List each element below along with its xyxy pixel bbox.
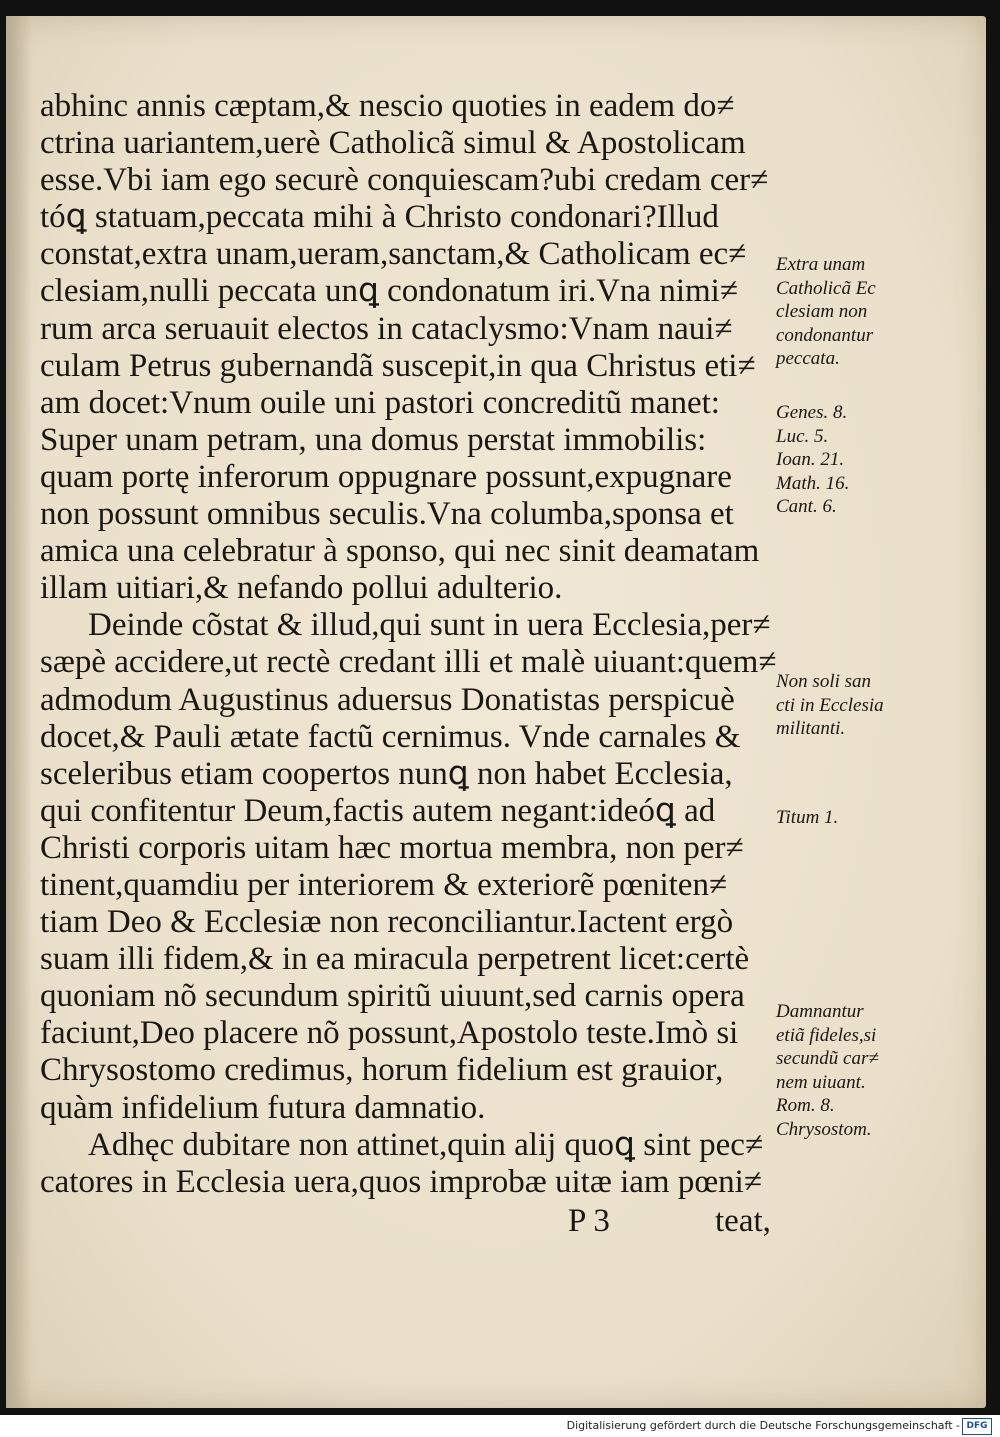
margin-note-line: Cant. 6. [776,496,837,518]
margin-note-line: etiã fideles,si [776,1024,877,1046]
text-line: quoniam nõ secundum spiritũ uiuunt,sed carnis opera [40,978,745,1015]
margin-note-line: clesiam non [776,301,868,323]
text-line: clesiam,nulli peccata unꝗ condonatum iri.Vna nimi≠ [40,273,738,310]
margin-note-line: militanti. [776,718,846,740]
paragraph-start-line: Deinde cõstat & illud,qui sunt in uera Ecclesia,per≠ [88,607,771,644]
text-line: catores in Ecclesia uera,quos improbæ uitæ iam pœni≠ [40,1163,762,1200]
margin-note-line: condonantur [776,324,874,346]
margin-note-line: cti in Ecclesia [776,694,884,716]
margin-note-non-soli [776,670,976,741]
text-line: abhinc annis cæptam,& nescio quoties in eadem do≠ [40,88,735,124]
margin-note-extra-unam [776,253,976,371]
margin-note-line: Catholicã Ec [776,277,876,299]
text-line: tóꝗ statuam,peccata mihi à Christo condonari?Illud [40,199,719,236]
dfg-logo[interactable]: DFG [962,1418,992,1435]
margin-note-line: nem uiuant. [776,1071,866,1093]
signature-mark: P 3 [568,1203,610,1239]
margin-note-line: Extra unam [776,254,866,275]
margin-note-line: Titum 1. [776,807,839,828]
margin-note-line: Rom. 8. [776,1095,835,1117]
margin-note-line: Ioan. 21. [776,449,845,471]
main-text-block [40,88,780,1201]
text-line: docet,& Pauli ætate factũ cernimus. Vnde carnales & [40,718,741,755]
text-line: suam illi fidem,& in ea miracula perpetrent licet:certè [40,941,750,978]
text-line: faciunt,Deo placere nõ possunt,Apostolo teste.Imò si [40,1015,739,1052]
text-line: tinent,quamdiu per interiorem & exteriorẽ pœniten≠ [40,866,728,903]
text-line: sceleribus etiam coopertos nunꝗ non habet Ecclesia, [40,755,733,792]
text-line: culam Petrus gubernandã suscepit,in qua Christus eti≠ [40,347,756,384]
page-gutter-shadow [6,16,32,1408]
text-line: Christi corporis uitam hæc mortua membra, non per≠ [40,829,744,866]
margin-note-line: Math. 16. [776,472,850,494]
text-line: Chrysostomo credimus, horum fidelium est grauior, [40,1052,724,1089]
margin-note-line: Damnantur [776,1001,864,1022]
margin-note-line: Luc. 5. [776,425,829,447]
paragraph-start-line: Adhęc dubitare non attinet,quin alij quoꝗ sint pec≠ [88,1126,764,1163]
margin-note-line: Non soli san [776,671,872,692]
margin-note-damnantur [776,1000,976,1142]
margin-note-line: secundũ car≠ [776,1048,879,1070]
text-line: tiam Deo & Ecclesiæ non reconciliantur.Iactent ergò [40,904,734,941]
text-line: non possunt omnibus seculis.Vna columba,sponsa et [40,496,734,533]
funding-credit: Digitalisierung gefördert durch die Deutsche Forschungsgemeinschaft - [566,1419,960,1432]
text-line: esse.Vbi iam ego securè conquiescam?ubi credam cer≠ [40,162,769,199]
margin-note-line: Genes. 8. [776,402,848,423]
margin-note-line: Chrysostom. [776,1118,872,1140]
margin-note-line: peccata. [776,348,840,370]
text-line: Super unam petram, una domus perstat immobilis: [40,421,707,458]
text-line: quàm infidelium futura damnatio. [40,1089,486,1126]
text-line: constat,extra unam,ueram,sanctam,& Catholicam ec≠ [40,236,747,273]
text-line: rum arca seruauit electos in cataclysmo:Vnam naui≠ [40,310,733,347]
margin-note-scripture-refs [776,401,976,519]
text-line: illam uitiari,& nefando pollui adulterio. [40,570,563,607]
text-line: quam portę inferorum oppugnare possunt,expugnare [40,458,732,495]
catchword: teat, [715,1203,771,1239]
text-line: am docet:Vnum ouile uni pastori concreditũ manet: [40,384,720,421]
text-line: sæpè accidere,ut rectè credant illi et malè uiuant:quem≠ [40,644,777,681]
text-line: admodum Augustinus aduersus Donatistas perspicuè [40,681,735,718]
digitization-footer [0,1415,1000,1437]
text-line: amica una celebratur à sponso, qui nec sinit deamatam [40,533,760,570]
text-line: ctrina uariantem,uerè Catholicã simul & Apostolicam [40,125,746,162]
text-line: qui confitentur Deum,factis autem negant:ideóꝗ ad [40,792,716,829]
margin-note-titum [776,806,976,830]
